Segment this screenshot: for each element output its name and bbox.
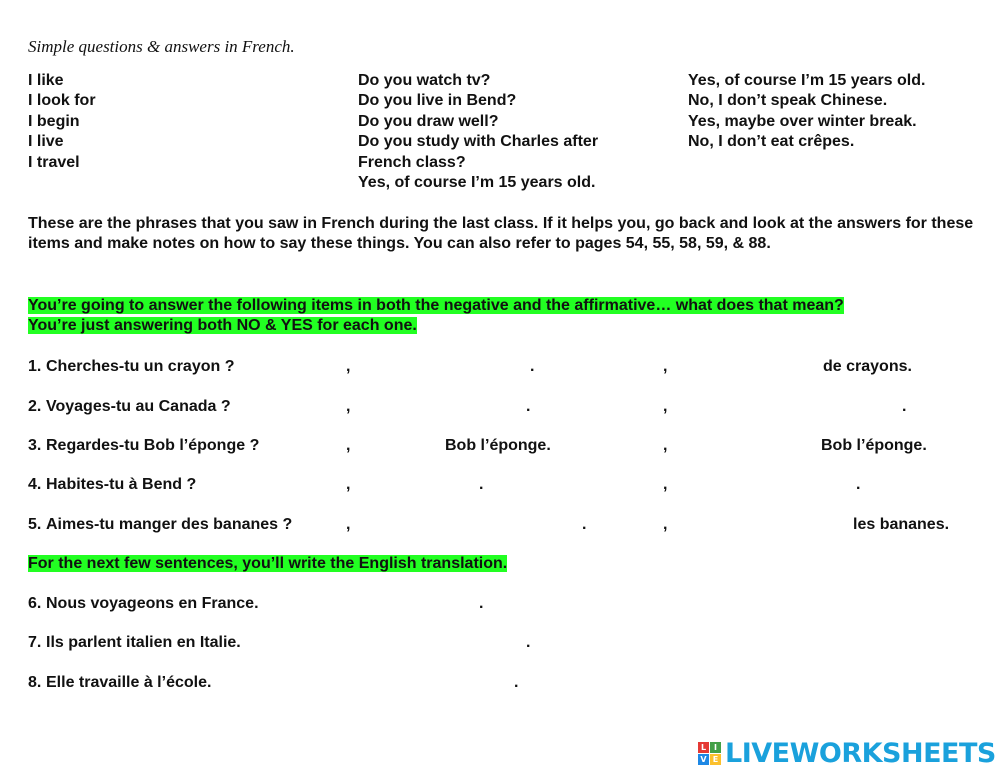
comma: ,	[346, 358, 351, 375]
phrase: No, I don’t eat crêpes.	[688, 133, 855, 151]
comma: ,	[346, 398, 351, 415]
period: .	[902, 398, 907, 415]
translation-instructions	[28, 554, 507, 574]
question-number: 5.	[28, 516, 42, 533]
instructions-highlight	[28, 296, 978, 337]
phrase: Yes, maybe over winter break.	[688, 112, 917, 130]
logo-letter: E	[710, 754, 721, 765]
comma: ,	[663, 437, 668, 454]
sentence-end: de crayons.	[823, 358, 912, 375]
question-number: 4.	[28, 476, 42, 493]
comma: ,	[663, 358, 668, 375]
question-text: Voyages-tu au Canada ?	[46, 398, 231, 415]
intro-paragraph: These are the phrases that you saw in French during the last class. If it helps you, go back and look at the answers for these items and make notes on how to say these things. You can also refer to pages 54, 55, 58, 59, & 88.	[28, 215, 974, 253]
answer-input[interactable]	[356, 357, 526, 375]
english-phrases-column	[28, 71, 96, 173]
translation-input[interactable]	[232, 673, 512, 691]
phrase: I look for	[28, 92, 96, 110]
period: .	[526, 634, 531, 651]
period: .	[526, 398, 531, 415]
sentence-end: Bob l’éponge.	[445, 437, 551, 454]
period: .	[856, 476, 861, 493]
phrase: Do you draw well?	[358, 112, 499, 130]
phrase: Do you study with Charles after	[358, 133, 599, 151]
answer-input[interactable]	[540, 397, 660, 415]
question-text: Regardes-tu Bob l’éponge ?	[46, 437, 260, 454]
period: .	[479, 595, 484, 612]
phrase: I begin	[28, 112, 80, 130]
phrase: French class?	[358, 153, 466, 171]
question-number: 7.	[28, 634, 42, 651]
highlight-line: You’re just answering both NO & YES for each one.	[28, 317, 417, 335]
translation-text: Nous voyageons en France.	[46, 595, 259, 612]
phrase: No, I don’t speak Chinese.	[688, 92, 888, 110]
answer-input[interactable]	[673, 436, 817, 454]
comma: ,	[346, 516, 351, 533]
phrase: Do you watch tv?	[358, 72, 491, 89]
comma: ,	[346, 437, 351, 454]
logo-letter: V	[698, 754, 709, 765]
question-text: Aimes-tu manger des bananes ?	[46, 516, 293, 533]
translation-text: Elle travaille à l’école.	[46, 674, 212, 691]
translation-text: Ils parlent italien en Italie.	[46, 634, 241, 651]
period: .	[479, 476, 484, 493]
question-number: 2.	[28, 398, 42, 415]
sentence-end: les bananes.	[853, 516, 950, 533]
phrase: Do you live in Bend?	[358, 92, 517, 110]
period: .	[514, 674, 519, 691]
question-number: 8.	[28, 674, 42, 691]
comma: ,	[663, 476, 668, 493]
liveworksheets-icon	[698, 742, 721, 765]
answer-input[interactable]	[673, 515, 849, 533]
question-number: 1.	[28, 358, 42, 375]
phrase: I live	[28, 133, 64, 151]
questions-column	[358, 71, 598, 193]
question-number: 6.	[28, 595, 42, 612]
period: .	[530, 358, 535, 375]
question-text: Habites-tu à Bend ?	[46, 476, 197, 493]
logo-letter: I	[710, 742, 721, 753]
answer-input[interactable]	[356, 397, 524, 415]
answer-input[interactable]	[673, 397, 899, 415]
answer-input[interactable]	[540, 357, 660, 375]
phrase: Yes, of course I’m 15 years old.	[688, 72, 926, 89]
answer-input[interactable]	[673, 475, 853, 493]
phrase: I travel	[28, 153, 80, 171]
comma: ,	[663, 516, 668, 533]
translation-input[interactable]	[264, 633, 524, 651]
answer-input[interactable]	[356, 436, 440, 454]
highlight-line: For the next few sentences, you’ll write the English translation.	[28, 555, 508, 572]
answer-input[interactable]	[592, 515, 660, 533]
answer-input[interactable]	[565, 436, 660, 454]
translation-input[interactable]	[280, 594, 476, 612]
question-text: Cherches-tu un crayon ?	[46, 358, 235, 375]
answer-input[interactable]	[490, 475, 660, 493]
phrase: I like	[28, 72, 64, 89]
answer-input[interactable]	[356, 515, 580, 533]
question-number: 3.	[28, 437, 42, 454]
answer-input[interactable]	[673, 357, 819, 375]
comma: ,	[346, 476, 351, 493]
highlight-line: You’re going to answer the following items in both the negative and the affirmative… what does that mean?	[28, 297, 844, 314]
comma: ,	[663, 398, 668, 415]
answers-column	[688, 71, 925, 153]
answer-input[interactable]	[356, 475, 476, 493]
period: .	[582, 516, 587, 533]
logo-letter: L	[698, 742, 709, 753]
logo-text: LIVEWORKSHEETS	[725, 737, 996, 769]
liveworksheets-logo[interactable]	[698, 737, 996, 769]
worksheet-title: Simple questions & answers in French.	[28, 37, 295, 56]
phrase: Yes, of course I’m 15 years old.	[358, 174, 596, 192]
sentence-end: Bob l’éponge.	[821, 437, 927, 454]
